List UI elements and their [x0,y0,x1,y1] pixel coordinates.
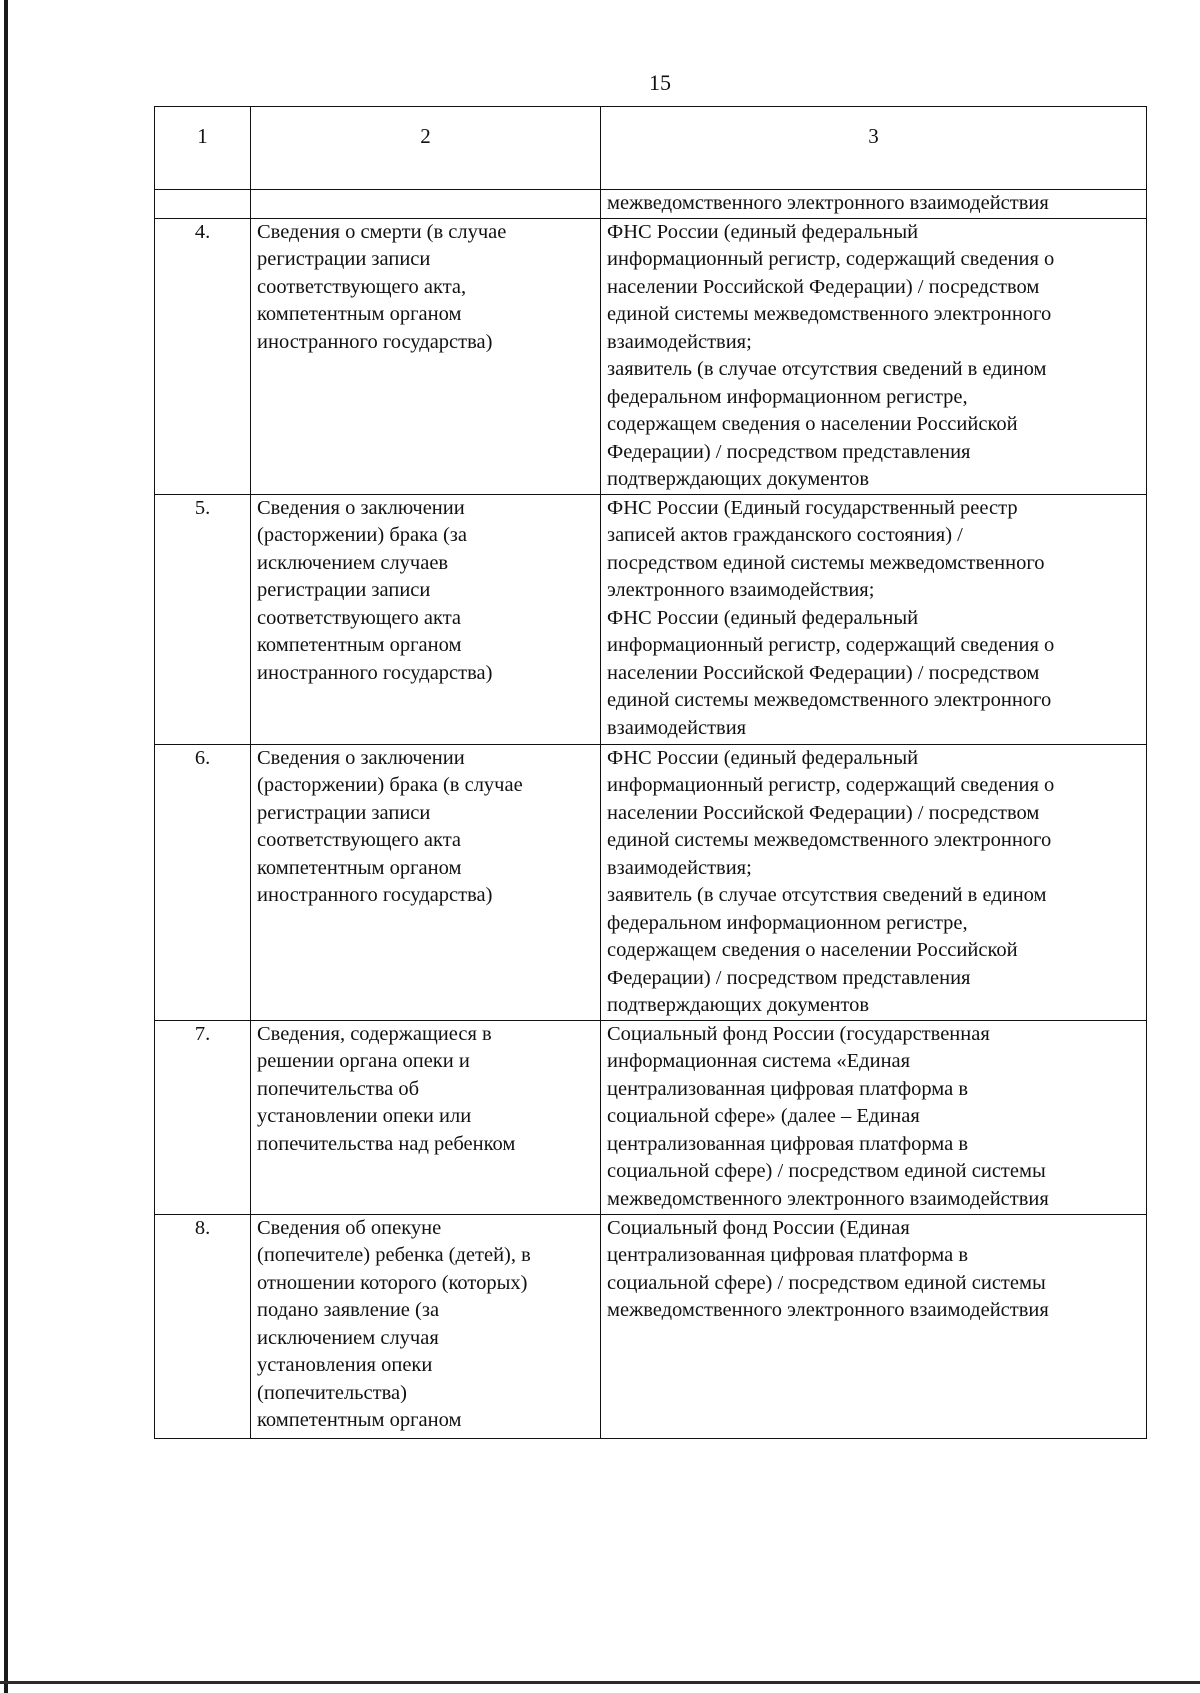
row-description-line: компетентным органом [257,1409,462,1431]
row-source-line: Федерации) / посредством представления [607,440,971,463]
row-source-line: социальной сфере» (далее – Единая [607,1105,920,1127]
row-description-line: установлении опеки или [257,1105,472,1127]
row-description [251,744,601,1020]
table-row-continuation [155,190,1147,219]
page-number: 15 [649,70,671,95]
row-source-line: межведомственного электронного взаимодействия [607,1187,1049,1210]
table-row [155,1214,1147,1438]
row-source-line: населении Российской Федерации) / посредством [607,275,1040,298]
row-description [251,1020,601,1214]
row-description-line: компетентным органом [257,634,462,656]
row-source-line: населении Российской Федерации) / посредством [607,801,1040,824]
row-source-line: информационный регистр, содержащий сведения о [607,774,1055,796]
row-description [251,218,601,494]
row-description-line: установления опеки [257,1354,433,1376]
row-source-line: информационный регистр, содержащий сведения о [607,248,1055,270]
row-source-line: заявитель (в случае отсутствия сведений в едином [607,358,1047,380]
scan-edge-bottom [0,1681,1200,1684]
row-description-line: отношении которого (которых) [257,1271,528,1294]
row-source-line: информационная система «Единая [607,1050,911,1072]
row-description-line: регистрации записи [257,801,431,824]
header-col-number: 1 [155,107,251,190]
row-description-line: Сведения о заключении [257,496,465,519]
row-source-line: межведомственного электронного взаимодействия [607,1299,1049,1321]
row-description-line: Сведения, содержащиеся в [257,1022,492,1045]
row-description-line: решении органа опеки и [257,1050,470,1072]
row-source-line: подтверждающих документов [607,468,870,490]
row-source-line: федеральном информационном регистре, [607,911,968,934]
row-description-line: исключением случая [257,1326,439,1349]
row-description-line: компетентным органом [257,303,462,325]
row-description-line: иностранного государства) [257,884,493,906]
row-description-line: попечительства об [257,1077,420,1100]
row-description-line: (расторжении) брака (за [257,524,467,546]
row-description-line: компетентным органом [257,856,462,879]
row-description-line: (попечительства) [257,1381,407,1404]
table-row [155,1020,1147,1214]
row-source-line: единой системы межведомственного электронного [607,829,1052,851]
row-source-line: ФНС России (единый федеральный [607,606,919,629]
row-source [601,190,1147,219]
row-source-line: информационный регистр, содержащий сведения о [607,634,1055,656]
row-source [601,744,1147,1020]
row-number: 4. [155,218,251,494]
row-source-line: посредством единой системы межведомственного [607,551,1045,574]
row-source-line: межведомственного электронного взаимодействия [607,192,1049,214]
scan-edge-left [4,0,8,1693]
row-source-line: взаимодействия; [607,330,752,353]
table-row [155,744,1147,1020]
row-source-line: федеральном информационном регистре, [607,385,968,408]
row-source [601,1214,1147,1438]
row-description-line: регистрации записи [257,248,431,270]
row-number: 7. [155,1020,251,1214]
row-description-line: регистрации записи [257,579,431,601]
row-source [601,218,1147,494]
row-description-line: исключением случаев [257,551,449,574]
row-source-line: ФНС России (Единый государственный реестр [607,496,1018,519]
row-source-line: ФНС России (единый федеральный [607,220,919,243]
row-description-line: соответствующего акта [257,829,462,851]
row-source-line: взаимодействия [607,716,747,739]
row-source-line: социальной сфере) / посредством единой системы [607,1271,1046,1294]
row-source-line: заявитель (в случае отсутствия сведений в едином [607,884,1047,906]
row-source-line: электронного взаимодействия; [607,579,875,601]
row-description-line: иностранного государства) [257,330,493,353]
row-description-line: иностранного государства) [257,661,493,684]
row-description [251,494,601,744]
row-source-line: единой системы межведомственного электронного [607,689,1052,711]
table-row [155,494,1147,744]
row-source-line: взаимодействия; [607,856,752,879]
row-description [251,190,601,219]
row-source-line: Федерации) / посредством представления [607,966,971,989]
row-description-line: (расторжении) брака (в случае [257,774,523,796]
header-col-description: 2 [251,107,601,190]
row-description-line: Сведения об опекуне [257,1216,442,1239]
row-description [251,1214,601,1438]
row-source-line: содержащем сведения о населении Российской [607,413,1018,435]
header-col-source: 3 [601,107,1147,190]
row-description-line: Сведения о смерти (в случае [257,220,507,243]
row-source-line: содержащем сведения о населении Российской [607,939,1018,961]
row-source-line: централизованная цифровая платформа в [607,1244,969,1266]
row-number [155,190,251,219]
row-description-line: подано заявление (за [257,1299,440,1321]
row-source-line: централизованная цифровая платформа в [607,1132,969,1155]
row-number: 6. [155,744,251,1020]
row-description-line: Сведения о заключении [257,746,465,769]
row-source-line: Социальный фонд России (Единая [607,1216,910,1239]
row-source-line: населении Российской Федерации) / посредством [607,661,1040,684]
row-source-line: подтверждающих документов [607,994,870,1016]
table-row [155,218,1147,494]
row-source-line: единой системы межведомственного электронного [607,303,1052,325]
row-number: 8. [155,1214,251,1438]
row-source [601,1020,1147,1214]
row-source-line: централизованная цифровая платформа в [607,1077,969,1100]
document-table [154,106,1147,1439]
row-source [601,494,1147,744]
row-description-line: соответствующего акта [257,606,462,629]
row-source-line: Социальный фонд России (государственная [607,1022,990,1045]
row-description-line: соответствующего акта, [257,275,467,298]
row-source-line: социальной сфере) / посредством единой системы [607,1160,1046,1182]
table-header-row [155,107,1147,190]
row-description-line: (попечителе) ребенка (детей), в [257,1244,531,1266]
row-description-line: попечительства над ребенком [257,1132,516,1155]
row-source-line: ФНС России (единый федеральный [607,746,919,769]
row-number: 5. [155,494,251,744]
row-source-line: записей актов гражданского состояния) / [607,524,963,546]
